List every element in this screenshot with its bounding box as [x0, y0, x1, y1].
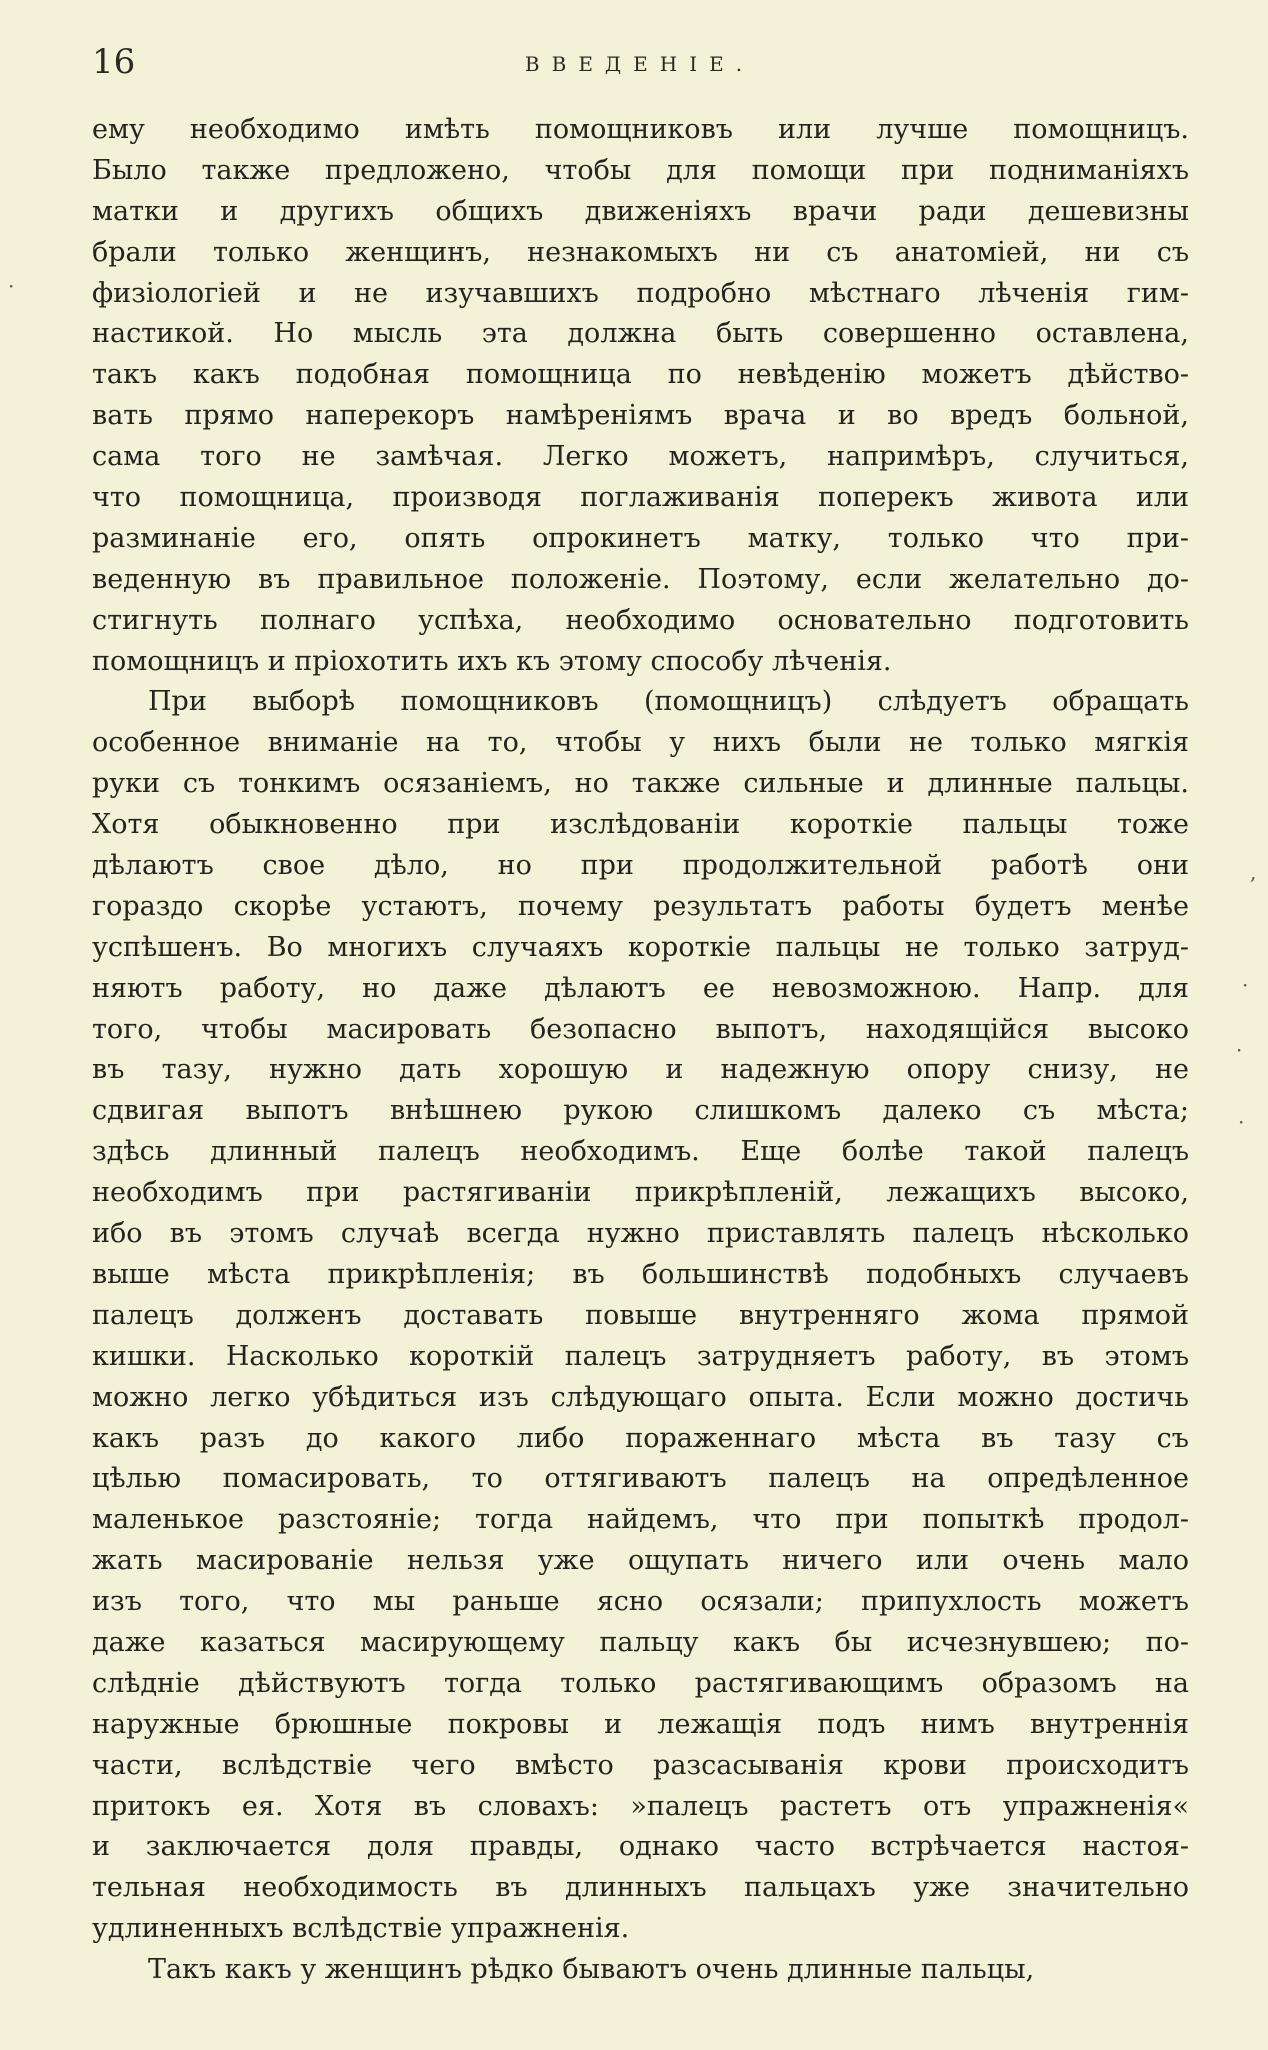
text-line: стигнуть полнаго успѣха, необходимо основательно подготовить [92, 604, 1189, 636]
text-line: ибо въ этомъ случаѣ всегда нужно приставлять палецъ нѣсколько [92, 1218, 1189, 1250]
margin-dot-mark: · [8, 274, 15, 298]
text-line: сдвигая выпотъ внѣшнею рукою слишкомъ далеко съ мѣста; [92, 1095, 1189, 1127]
text-line: гораздо скорѣе устаютъ, почему результатъ работы будетъ менѣе [92, 890, 1189, 922]
text-line: брали только женщинъ, незнакомыхъ ни съ анатоміей, ни съ [92, 236, 1189, 268]
text-line: цѣлью помасировать, то оттягиваютъ палецъ на опредѣленное [92, 1463, 1189, 1495]
margin-dot-mark: · [1242, 973, 1249, 997]
text-line: особенное вниманіе на то, чтобы у нихъ были не только мягкія [92, 727, 1189, 759]
text-line: Было также предложено, чтобы для помощи при подниманіяхъ [92, 154, 1189, 186]
text-line: няютъ работу, но даже дѣлаютъ ее невозможною. Напр. для [92, 972, 1189, 1004]
text-line: такъ какъ подобная помощница по невѣденію можетъ дѣйство- [92, 359, 1189, 391]
text-line: жать масированіе нельзя уже ощупать ничего или очень мало [92, 1545, 1189, 1577]
text-line: выше мѣста прикрѣпленія; въ большинствѣ подобныхъ случаевъ [92, 1258, 1189, 1290]
text-line: матки и другихъ общихъ движеніяхъ врачи ради дешевизны [92, 195, 1189, 227]
text-line: руки съ тонкимъ осязаніемъ, но также сильные и длинные пальцы. [92, 768, 1189, 800]
text-line: даже казаться масирующему пальцу какъ бы исчезнувшею; по- [92, 1626, 1189, 1658]
text-line: дѣлаютъ свое дѣло, но при продолжительной работѣ они [92, 850, 1189, 882]
text-line: наружные брюшные покровы и лежащія подъ нимъ внутреннія [92, 1708, 1189, 1740]
text-line: При выборѣ помощниковъ (помощницъ) слѣдуетъ обращать [148, 686, 1189, 718]
text-line: вать прямо наперекоръ намѣреніямъ врача и во вредъ больной, [92, 400, 1189, 432]
text-line: удлиненныхъ вслѣдствіе упражненія. [92, 1913, 630, 1945]
text-line: здѣсь длинный палецъ необходимъ. Еще болѣе такой палецъ [92, 1136, 1189, 1168]
text-line: ему необходимо имѣть помощниковъ или лучше помощницъ. [92, 114, 1189, 145]
text-line: тельная необходимость въ длинныхъ пальцахъ уже значительно [92, 1872, 1189, 1904]
text-line: разминаніе его, опять опрокинетъ матку, только что при- [92, 522, 1189, 554]
page-header [92, 40, 1187, 84]
margin-dot-mark: , [1250, 860, 1257, 884]
text-line: части, вслѣдствіе чего вмѣсто разсасыванія крови происходитъ [92, 1749, 1189, 1781]
text-line: сама того не замѣчая. Легко можетъ, напримѣръ, случиться, [92, 441, 1189, 473]
text-line: что помощница, производя поглаживанія поперекъ живота или [92, 482, 1189, 514]
text-line: и заключается доля правды, однако часто встрѣчается настоя- [92, 1831, 1189, 1863]
body-text [92, 110, 1189, 1991]
text-line: можно легко убѣдиться изъ слѣдующаго опыта. Если можно достичь [92, 1381, 1189, 1413]
text-line: успѣшенъ. Во многихъ случаяхъ короткіе пальцы не только затруд- [92, 931, 1189, 963]
text-line: слѣдніе дѣйствуютъ тогда только растягивающимъ образомъ на [92, 1667, 1189, 1699]
margin-dot-mark: · [1236, 1038, 1243, 1062]
margin-dot-mark: · [1238, 1110, 1245, 1134]
text-line: того, чтобы масировать безопасно выпотъ, находящійся высоко [92, 1013, 1189, 1045]
text-line: маленькое разстояніе; тогда найдемъ, что при попыткѣ продол- [92, 1504, 1189, 1536]
page-number: 16 [92, 42, 136, 82]
text-line: какъ разъ до какого либо пораженнаго мѣста въ тазу съ [92, 1422, 1189, 1454]
text-line: помощницъ и пріохотить ихъ къ этому способу лѣченія. [92, 645, 892, 677]
text-line: притокъ ея. Хотя въ словахъ: »палецъ растетъ отъ упражненія« [92, 1790, 1189, 1822]
running-title: ВВЕДЕНІЕ. [524, 52, 755, 76]
text-line: необходимъ при растягиваніи прикрѣпленій, лежащихъ высоко, [92, 1177, 1189, 1209]
text-line: Хотя обыкновенно при изслѣдованіи короткіе пальцы тоже [92, 809, 1189, 841]
text-line: палецъ долженъ доставать повыше внутренняго жома прямой [92, 1299, 1189, 1331]
text-line: кишки. Насколько короткій палецъ затрудняетъ работу, въ этомъ [92, 1340, 1189, 1372]
text-line: Такъ какъ у женщинъ рѣдко бываютъ очень длинные пальцы, [148, 1954, 1035, 1986]
text-line: физіологіей и не изучавшихъ подробно мѣстнаго лѣченія гим- [92, 277, 1189, 309]
text-line: въ тазу, нужно дать хорошую и надежную опору снизу, не [92, 1054, 1189, 1086]
text-line: веденную въ правильное положеніе. Поэтому, если желательно до- [92, 563, 1189, 595]
text-line: изъ того, что мы раньше ясно осязали; припухлость можетъ [92, 1586, 1189, 1618]
text-line: настикой. Но мысль эта должна быть совершенно оставлена, [92, 318, 1189, 350]
